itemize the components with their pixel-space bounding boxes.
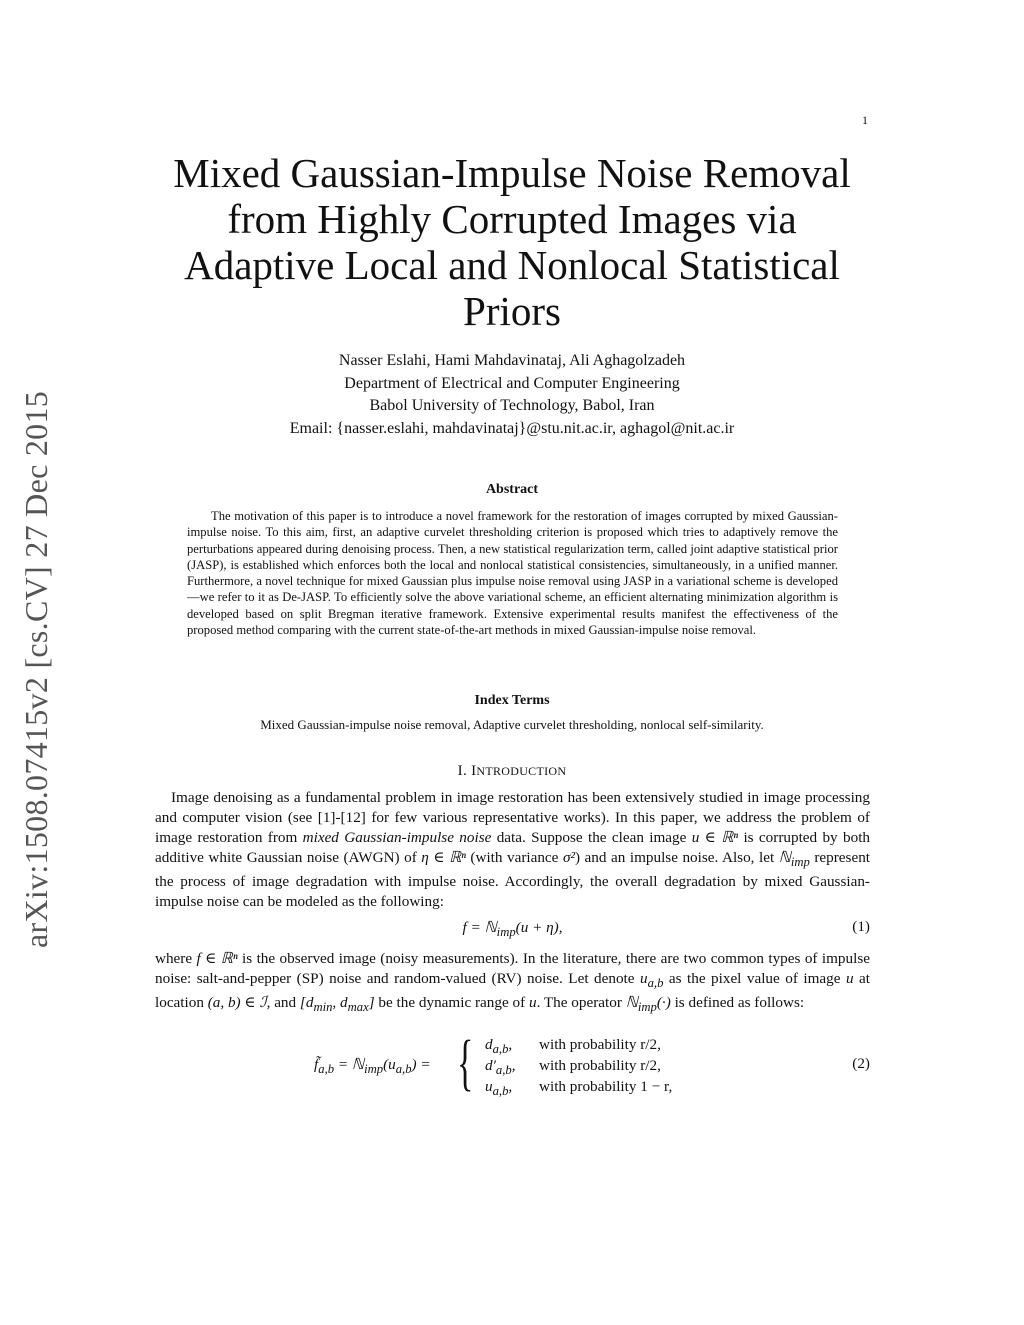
text-run: at location (155, 970, 870, 1012)
text-run: data. Suppose the clean image (491, 829, 692, 846)
math-inline: (a, b) ∈ ℐ (207, 994, 267, 1012)
email: Email: {nasser.eslahi, mahdavinataj}@stu.nit.ac.ir, aghagol@nit.ac.ir (289, 419, 735, 437)
page-number: 1 (862, 113, 868, 127)
index-terms-text: Mixed Gaussian-impulse noise removal, Adaptive curvelet thresholding, nonlocal self-similarity. (260, 717, 764, 732)
math-subscript: imp (790, 855, 810, 870)
case-subscript: a,b (495, 1063, 512, 1078)
equation-1 (155, 918, 870, 940)
math-inline: u (845, 970, 854, 987)
math-inline: [d (299, 994, 314, 1012)
math-subscript: max (347, 1000, 369, 1015)
cases-brace: { (457, 1029, 474, 1097)
paper-title (140, 150, 884, 334)
math-inline: (·) (656, 994, 671, 1012)
abstract-text: The motivation of this paper is to introduce a novel framework for the restoration of images corrupted by mixed Gaussian-impulse noise. To this aim, first, an adaptive curvelet thresholding criterion is proposed which tries to adaptively remove the perturbations appeared during denoising process. Then, a new statistical regularization term, called joint adaptive statistical prior (JASP), is established which enforces both the local and nonlocal statistical consistencies, simultaneously, in a unified manner. Furthermore, a novel technique for mixed Gaussian plus impulse noise removal using JASP in a variational scheme is developed—we refer to it as De-JASP. To efficiently solve the above variational scheme, an efficient alternating minimization algorithm is developed based on split Bregman iterative framework. Extensive experimental results manifest the effectiveness of the proposed method comparing with the current state-of-the-art methods in mixed Gaussian-impulse noise removal. (187, 509, 838, 638)
math-inline: u ∈ ℝⁿ (691, 829, 739, 846)
section-number: I. (457, 763, 468, 779)
case-prime: ′ (492, 1057, 496, 1074)
text-run: ) and an impulse noise. Also, let (574, 849, 779, 866)
equation-number: (2) (852, 1055, 870, 1072)
text-run: represent the process of image degradation with impulse noise. Accordingly, the overall degradation by mixed Gaussian-impulse noise can be modeled as the following: (155, 849, 871, 911)
equation-1-formula (155, 918, 870, 940)
section-heading (140, 763, 884, 780)
eq-subscript: imp (496, 925, 516, 940)
case-var: d (485, 1036, 493, 1053)
math-inline: ℕ (625, 994, 638, 1012)
case-condition: with probability r/2, (539, 1036, 661, 1053)
case-condition: with probability r/2, (539, 1057, 661, 1074)
text-run: be the dynamic range of (374, 994, 529, 1012)
intro-paragraph-2 (155, 949, 870, 1017)
text-run: , and (266, 994, 300, 1012)
eq-part: = ℕ (334, 1056, 365, 1073)
case-subscript: a,b (492, 1042, 509, 1057)
equation-2-lhs (314, 1055, 431, 1077)
cases-block (485, 1036, 715, 1099)
case-row (485, 1078, 715, 1099)
math-inline: u (528, 994, 537, 1012)
eq-part: f = ℕ (462, 919, 497, 936)
text-run: Image denoising as a fundamental problem in image restoration has been extensively studied in image processing and computer vision (see [1]-[12] for few various representative works). In this paper, we address the problem of image restoration from (155, 789, 870, 846)
authors: Nasser Eslahi, Hami Mahdavinataj, Ali Aghagolzadeh (338, 352, 686, 369)
math-inline: η ∈ ℝⁿ (421, 849, 466, 866)
case-value: $u_{a,b}$, (485, 1078, 513, 1099)
eq-part: ) = (411, 1056, 431, 1073)
text-run: . The operator (536, 994, 626, 1012)
case-var: d (485, 1057, 493, 1074)
eq-part: (u (383, 1056, 396, 1073)
title-line: Priors (463, 288, 561, 334)
eq-part: f̃ (314, 1056, 319, 1073)
case-row (485, 1036, 715, 1057)
case-var: u (485, 1078, 493, 1095)
university: Babol University of Technology, Babol, Iran (369, 397, 655, 414)
intro-paragraph-1 (155, 788, 870, 912)
title-line: Adaptive Local and Nonlocal Statistical (184, 242, 840, 288)
abstract-heading: Abstract (485, 482, 539, 497)
index-terms-heading: Index Terms (474, 693, 550, 708)
case-value: $d'_{a,b}$, (485, 1057, 516, 1078)
eq-subscript: a,b (318, 1062, 335, 1077)
department: Department of Electrical and Computer Engineering (344, 374, 680, 392)
equation-2 (155, 1029, 870, 1099)
text-run: is defined as follows: (670, 994, 805, 1012)
math-subscript: min (313, 1000, 333, 1015)
case-row (485, 1057, 715, 1078)
eq-subscript: imp (364, 1062, 384, 1077)
case-condition: with probability 1 − r, (539, 1078, 673, 1095)
text-run: where (155, 950, 197, 967)
math-inline: ] (368, 994, 375, 1012)
case-value: $d_{a,b}$, (485, 1036, 513, 1057)
math-inline: , d (332, 994, 348, 1012)
equation-number: (1) (852, 918, 870, 935)
math-inline: σ² (562, 849, 575, 866)
text-run: (with variance (465, 849, 563, 866)
text-run: as the pixel value of image (663, 970, 846, 987)
arxiv-stamp: arXiv:1508.07415v2 [cs.CV] 27 Dec 2015 (18, 390, 54, 948)
section-title-rest: NTRODUCTION (476, 764, 567, 778)
math-subscript: imp (637, 1000, 657, 1015)
text-run: is the observed image (noisy measurements). In the literature, there are two common types of impulse noise: salt-and-pepper (SP) noise and random-valued (RV) noise. Let denote (155, 950, 870, 987)
case-subscript: a,b (492, 1084, 509, 1099)
math-inline: u (639, 970, 648, 987)
eq-subscript: a,b (395, 1062, 412, 1077)
text-run: is corrupted by both additive white Gaussian noise (AWGN) of (155, 829, 871, 866)
emphasis: mixed Gaussian-impulse noise (302, 829, 492, 846)
math-subscript: a,b (647, 976, 664, 991)
title-line: Mixed Gaussian-Impulse Noise Removal (173, 150, 851, 196)
title-line: from Highly Corrupted Images via (227, 196, 797, 242)
section-title-initial: I (471, 763, 477, 779)
math-inline: f ∈ ℝⁿ (196, 950, 238, 967)
eq-part: (u + η), (515, 919, 563, 936)
author-block (140, 350, 884, 440)
math-inline: ℕ (778, 849, 791, 866)
